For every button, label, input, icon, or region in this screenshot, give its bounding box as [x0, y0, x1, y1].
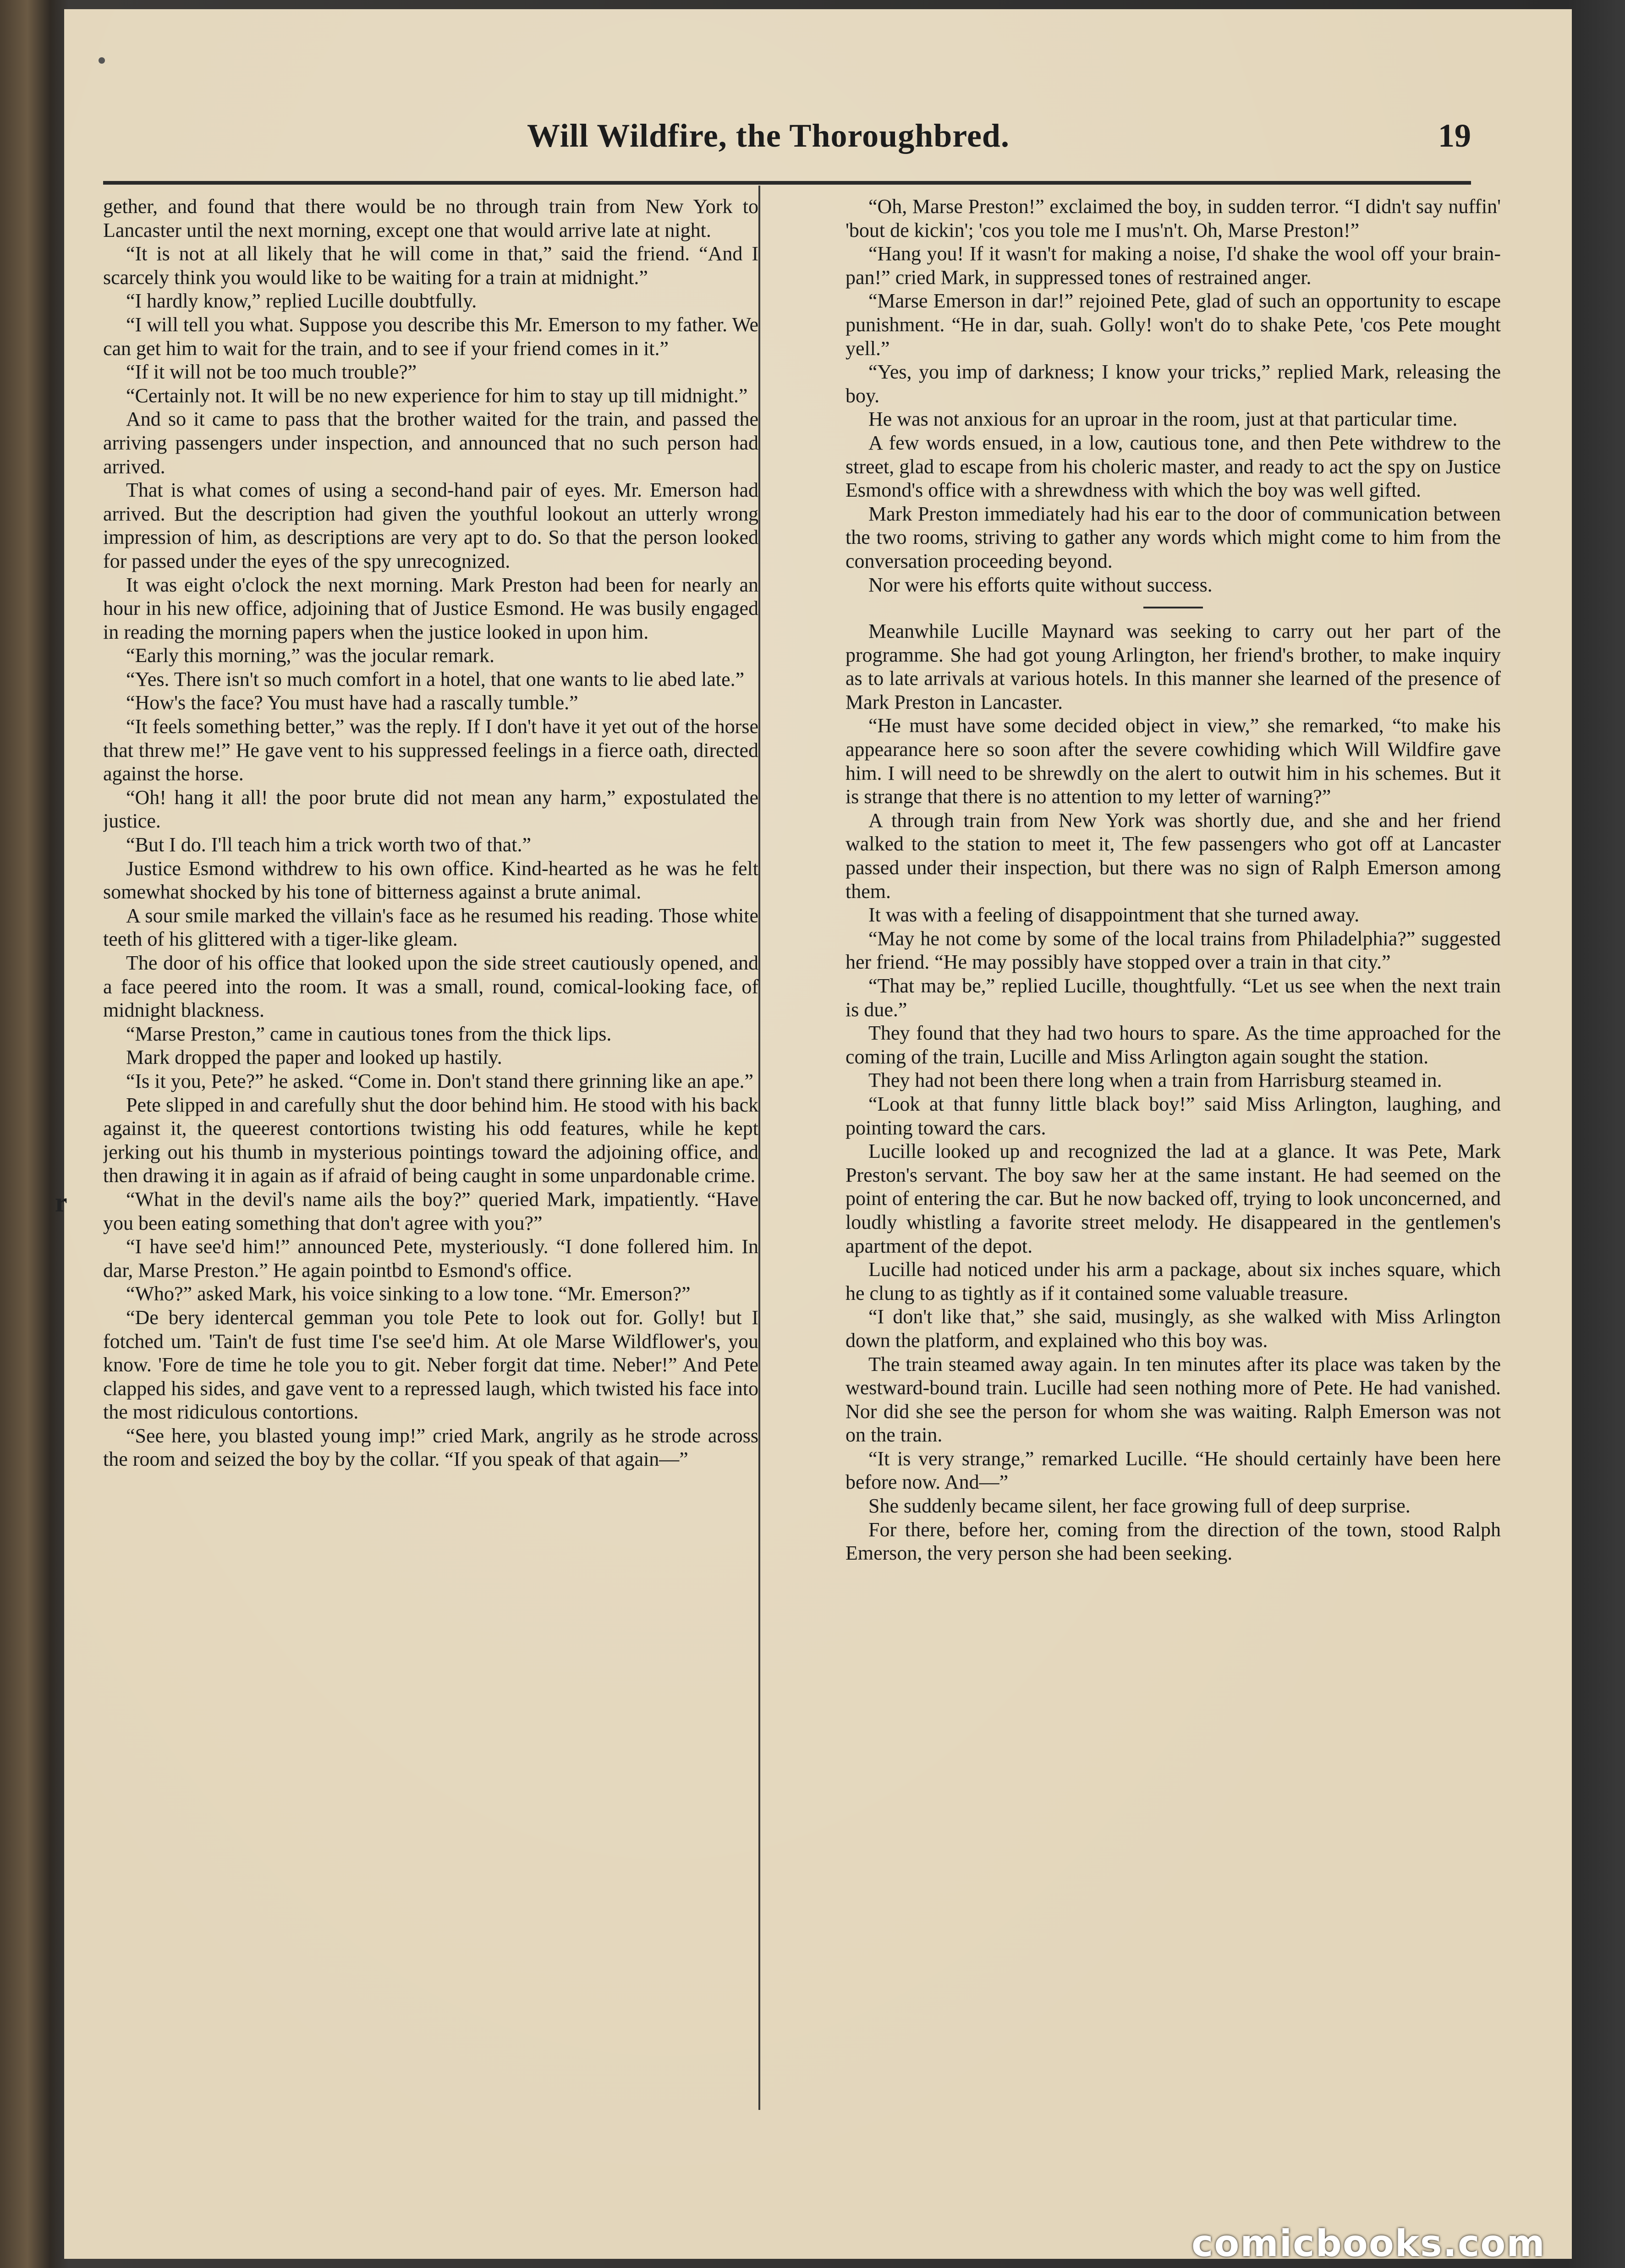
punch-hole-mark	[99, 57, 105, 64]
page-number: 19	[1438, 117, 1471, 154]
paragraph: A sour smile marked the villain's face as he resumed his reading. Those white teeth of his glittered with a tiger-like gleam.	[103, 904, 758, 951]
paragraph: “Yes, you imp of darkness; I know your tricks,” replied Mark, releasing the boy.	[845, 361, 1501, 407]
paragraph: “See here, you blasted young imp!” cried Mark, angrily as he strode across the room and seized the boy by the collar. “If you speak of that again—”	[103, 1424, 758, 1471]
paragraph: “Marse Preston,” came in cautious tones from the thick lips.	[126, 1022, 612, 1045]
paragraph: “May he not come by some of the local trains from Philadelphia?” suggested her friend. “He may possibly have stopped over a train in that city.”	[845, 927, 1501, 974]
paragraph: “I don't like that,” she said, musingly, as she walked with Miss Arlington down the platform, and explained who this boy was.	[845, 1305, 1501, 1352]
paragraph: “Oh, Marse Preston!” exclaimed the boy, in sudden terror. “I didn't say nuffin' 'bout de kickin'; 'cos you tole me I mus'n't. Oh, Marse Preston!”	[845, 195, 1501, 241]
paragraph: “How's the face? You must have had a rascally tumble.”	[126, 691, 578, 714]
paragraph: “Certainly not. It will be no new experience for him to stay up till midnight.”	[126, 384, 748, 407]
paragraph: “Hang you! If it wasn't for making a noise, I'd shake the wool off your brain-pan!” cried Mark, in suppressed tones of restrained anger.	[845, 242, 1501, 289]
right-column-section-2	[845, 619, 1501, 1565]
paragraph: “De bery identercal gemman you tole Pete to look out for. Golly! but I fotched um. 'Tain't de fust time I'se see'd him. At ole Marse Wildflower's, you know. 'Fore de time he tole you to git. Neber forgit dat time. Neber!” And Pete clapped his sides, and gave vent to a repressed laugh, which twisted his face into the most ridiculous contortions.	[103, 1306, 758, 1424]
paragraph: “That may be,” replied Lucille, thoughtfully. “Let us see when the next train is due.”	[845, 975, 1501, 1021]
watermark: comicbooks.com	[1191, 2222, 1546, 2265]
paragraph: Justice Esmond withdrew to his own office. Kind-hearted as he was he felt somewhat shocked by his tone of bitterness against a brute animal.	[103, 857, 758, 904]
paragraph: “It is not at all likely that he will come in that,” said the friend. “And I scarcely think you would like to be waiting for a train at midnight.”	[103, 242, 758, 289]
paragraph: “Marse Emerson in dar!” rejoined Pete, glad of such an opportunity to escape punishment. “He in dar, suah. Golly! won't do to shake Pete, 'cos Pete mought yell.”	[845, 290, 1501, 360]
paragraph: He was not anxious for an uproar in the room, just at that particular time.	[868, 408, 1458, 431]
paragraph: “Early this morning,” was the jocular remark.	[126, 644, 494, 667]
column-divider	[758, 186, 760, 2110]
paragraph: A few words ensued, in a low, cautious tone, and then Pete withdrew to the street, glad to escape from his choleric master, and ready to act the spy on Justice Esmond's office with a shrewdness with which the boy was well gifted.	[845, 431, 1501, 502]
paragraph: And so it came to pass that the brother waited for the train, and passed the arriving passengers under inspection, and announced that no such person had arrived.	[103, 408, 758, 478]
paragraph: Mark dropped the paper and looked up hastily.	[126, 1046, 502, 1069]
paragraph: “I have see'd him!” announced Pete, mysteriously. “I done follered him. In dar, Marse Preston.” He again pointbd to Esmond's office.	[103, 1235, 758, 1282]
paragraph: “Oh! hang it all! the poor brute did not mean any harm,” expostulated the justice.	[103, 786, 758, 833]
running-title: Will Wildfire, the Thoroughbred.	[527, 117, 1010, 154]
paragraph: Mark Preston immediately had his ear to the door of communication between the two rooms, striving to gather any words which might come to him from the conversation proceeding beyond.	[845, 502, 1501, 572]
paragraph: “If it will not be too much trouble?”	[126, 361, 417, 383]
paragraph: “Who?” asked Mark, his voice sinking to a low tone. “Mr. Emerson?”	[126, 1282, 691, 1305]
paragraph: They found that they had two hours to spare. As the time approached for the coming of the train, Lucille and Miss Arlington again sought the station.	[845, 1022, 1501, 1068]
right-column-section-1	[845, 195, 1501, 597]
left-column	[103, 195, 758, 2110]
header-rule	[103, 181, 1471, 185]
paragraph: “I will tell you what. Suppose you describe this Mr. Emerson to my father. We can get him to wait for the train, and to see if your friend comes in it.”	[103, 313, 758, 360]
paragraph: The train steamed away again. In ten minutes after its place was taken by the westward-bound train. Lucille had seen nothing more of Pete. He had vanished. Nor did she see the person for whom she was waiting. Ralph Emerson was not on the train.	[845, 1353, 1501, 1446]
paragraph: “I hardly know,” replied Lucille doubtfully.	[126, 290, 477, 312]
paragraph: “Is it you, Pete?” he asked. “Come in. Don't stand there grinning like an ape.”	[126, 1069, 754, 1092]
paragraph: “Look at that funny little black boy!” said Miss Arlington, laughing, and pointing toward the cars.	[845, 1092, 1501, 1139]
paragraph: She suddenly became silent, her face growing full of deep surprise.	[868, 1495, 1411, 1517]
paragraph: Lucille had noticed under his arm a package, about six inches square, which he clung to as tightly as if it contained some valuable treasure.	[845, 1258, 1501, 1304]
margin-mark: r	[55, 1187, 67, 1217]
paragraph: That is what comes of using a second-hand pair of eyes. Mr. Emerson had arrived. But the description had given the youthful lookout an utterly wrong impression of him, as descriptions are very apt to do. So that the person looked for passed under the eyes of the spy unrecognized.	[103, 479, 758, 572]
paragraph: The door of his office that looked upon the side street cautiously opened, and a face peered into the room. It was a small, round, comical-looking face, of midnight blackness.	[103, 952, 758, 1022]
paragraph: gether, and found that there would be no through train from New York to Lancaster until the next morning, except one that would arrive late at night.	[103, 195, 758, 241]
paragraph: Nor were his efforts quite without success.	[868, 573, 1213, 596]
paragraph: “It feels something better,” was the reply. If I don't have it yet out of the horse that threw me!” He gave vent to his suppressed feelings in a fierce oath, directed against the horse.	[103, 715, 758, 785]
paragraph: “Yes. There isn't so much comfort in a hotel, that one wants to lie abed late.”	[126, 668, 745, 690]
right-column	[845, 195, 1501, 2110]
paragraph: A through train from New York was shortly due, and she and her friend walked to the station to meet it, The few passengers who got off at Lancaster passed under their inspection, but there was no sign of Ralph Emerson among them.	[845, 809, 1501, 903]
paragraph: For there, before her, coming from the direction of the town, stood Ralph Emerson, the very person she had been seeking.	[845, 1518, 1501, 1565]
paragraph: Lucille looked up and recognized the lad at a glance. It was Pete, Mark Preston's servant. The boy saw her at the same instant. He had seemed on the point of entering the car. But he now backed off, trying to look unconcerned, and loudly whistling a favorite street melody. He disappeared in the gentlemen's apartment of the depot.	[845, 1140, 1501, 1257]
section-break	[1143, 607, 1203, 608]
paragraph: “It is very strange,” remarked Lucille. “He should certainly have been here before now. And—”	[845, 1447, 1501, 1494]
paragraph: “He must have some decided object in view,” she remarked, “to make his appearance here so soon after the severe cowhiding which Will Wildfire gave him. I will need to be shrewdly on the alert to outwit him in his schemes. But it is strange that there is no attention to my letter of warning?”	[845, 714, 1501, 808]
paragraph: It was with a feeling of disappointment that she turned away.	[868, 904, 1360, 926]
paragraph: Meanwhile Lucille Maynard was seeking to carry out her part of the programme. She had got young Arlington, her friend's brother, to make inquiry as to late arrivals at various hotels. In this manner she learned of the presence of Mark Preston in Lancaster.	[845, 620, 1501, 713]
paragraph: “But I do. I'll teach him a trick worth two of that.”	[126, 833, 532, 856]
paragraph: “What in the devil's name ails the boy?” queried Mark, impatiently. “Have you been eating something that don't agree with you?”	[103, 1188, 758, 1234]
paragraph: It was eight o'clock the next morning. Mark Preston had been for nearly an hour in his new office, adjoining that of Justice Esmond. He was busily engaged in reading the morning papers when the justice looked in upon him.	[103, 573, 758, 643]
page-header	[105, 117, 1471, 176]
paragraph: Pete slipped in and carefully shut the door behind him. He stood with his back against it, the queerest contortions twisting his odd features, while he kept jerking out his thumb in mysterious pointings toward the adjoining office, and then drawing it in again as if afraid of being caught in some unpardonable crime.	[103, 1093, 758, 1187]
paragraph: They had not been there long when a train from Harrisburg steamed in.	[868, 1069, 1442, 1092]
